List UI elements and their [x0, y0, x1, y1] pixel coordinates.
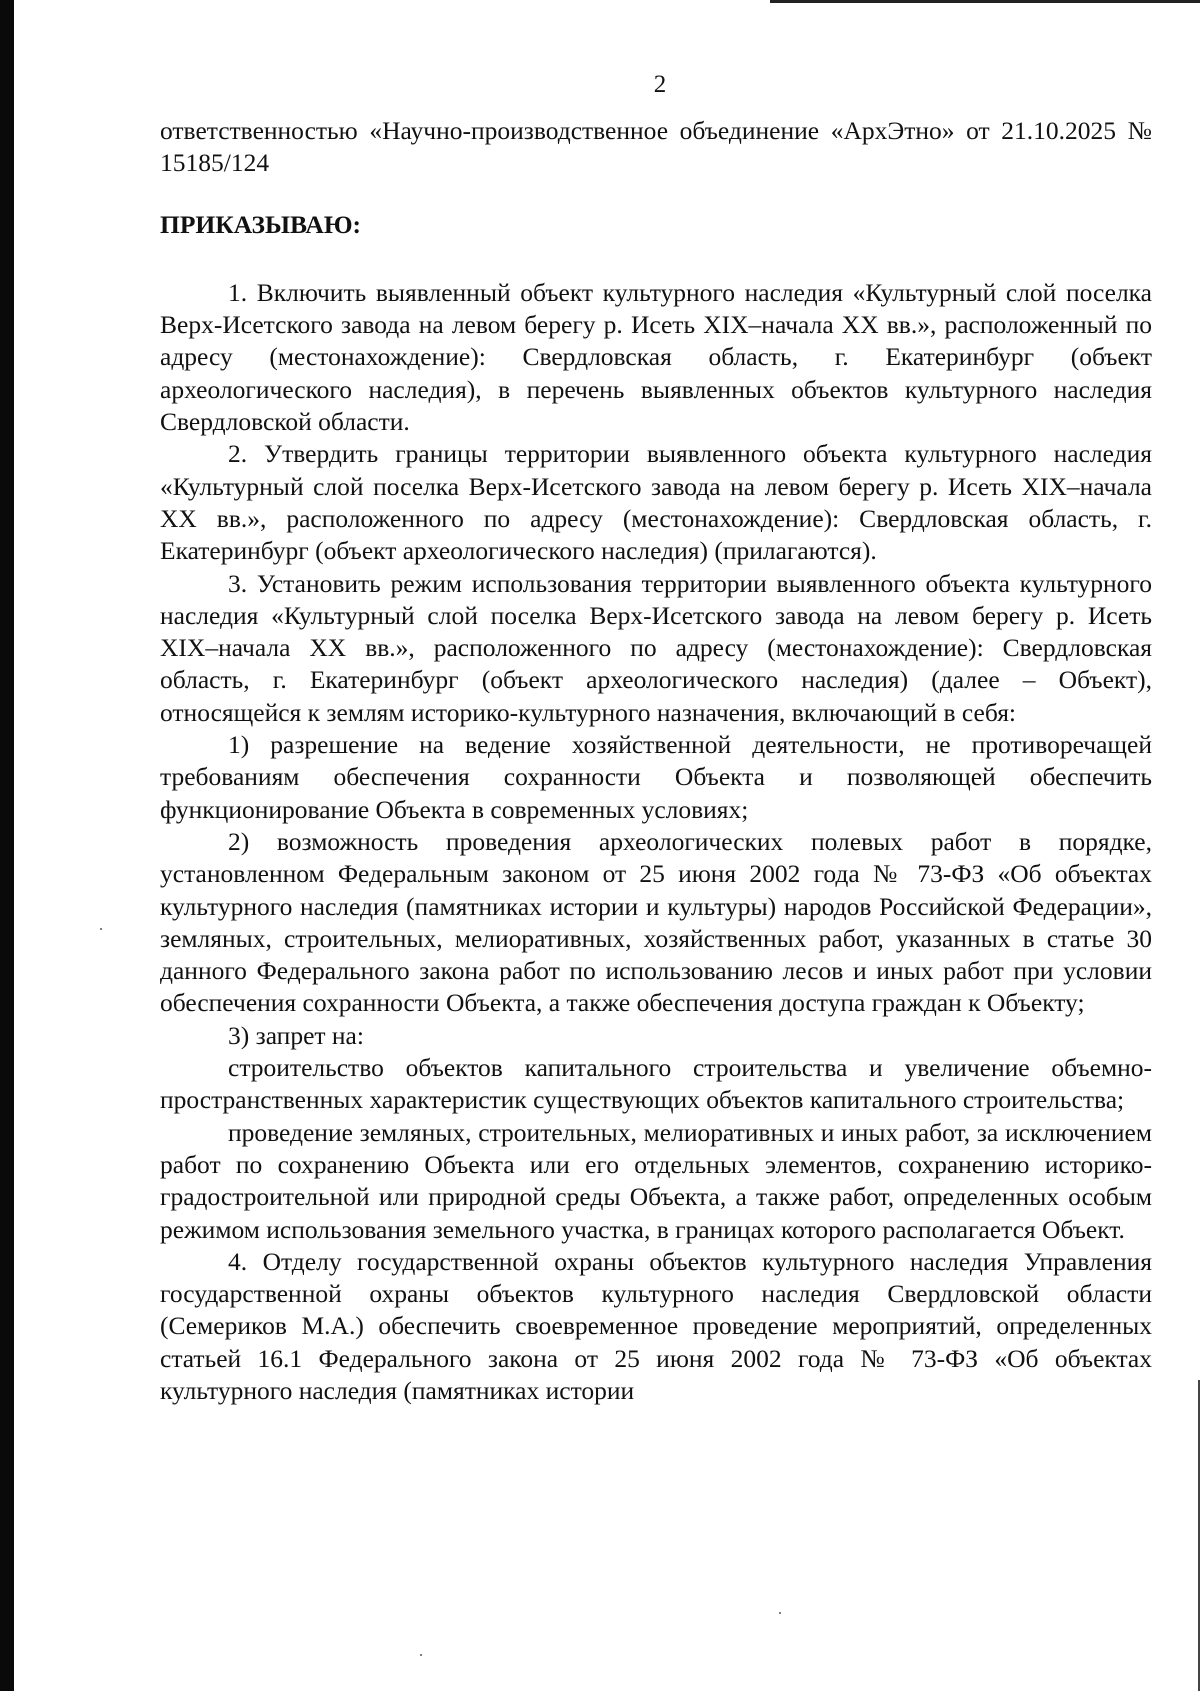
scan-speck [100, 928, 102, 930]
scan-speck [779, 1612, 781, 1614]
scan-edge-top [770, 0, 1200, 3]
paragraph-2: 2. Утвердить границы территории выявленного объекта культурного наследия «Культурный слой поселка Верх-Исетского завода на левом берегу р. Исеть XIX–начала XX вв.», расположенного по адресу (местонахождение): Свердловская область, г. Екатеринбург (объект археологического наследия) (прилагаются). [160, 439, 1152, 566]
page-number: 2 [653, 71, 667, 98]
paragraph-4: 4. Отделу государственной охраны объектов культурного наследия Управления государственной охраны объектов культурного наследия Свердловской области (Семериков М.А.) обеспечить своевременное проведение мероприятий, определенных статьей 16.1 Федерального закона от 25 июня 2002 года № 73-ФЗ «Об объектах культурного наследия (памятниках истории [160, 1246, 1152, 1405]
paragraph-3: 3. Установить режим использования территории выявленного объекта культурного наследия «Культурный слой поселка Верх-Исетского завода на левом берегу р. Исеть XIX–начала XX вв.», расположенного по адресу (местонахождение): Свердловская область, г. Екатеринбург (объект археологического наследия) (далее – Объект), относящейся к землям историко-культурного назначения, включающий в себя: [160, 568, 1152, 727]
order-heading: ПРИКАЗЫВАЮ: [160, 209, 362, 239]
scan-speck [420, 1654, 422, 1656]
paragraph-1: 1. Включить выявленный объект культурного наследия «Культурный слой поселка Верх-Исетского завода на левом берегу р. Исеть XIX–начала XX вв.», расположенный по адресу (местонахождение): Свердловская область, г. Екатеринбург (объект археологического наследия), в перечень выявленных объектов культурного наследия Свердловской области. [160, 277, 1152, 437]
paragraph-3-item-1: 1) разрешение на ведение хозяйственной деятельности, не противоречащей требованиям обеспечения сохранности Объекта и позволяющей обеспечить функционирование Объекта в современных условиях; [160, 730, 1152, 824]
document-body [160, 115, 1152, 1407]
paragraph-3-item-3: 3) запрет на: [228, 1020, 364, 1050]
prohibition-works: проведение земляных, строительных, мелиоративных и иных работ, за исключением работ по сохранению Объекта или его отдельных элементов, сохранению историко-градостроительной или природной среды Объекта, а также работ, определенных особым режимом использования земельного участка, в границах которого располагается Объект. [160, 1117, 1152, 1244]
prohibition-construction: строительство объектов капитального строительства и увеличение объемно-пространственных характеристик существующих объектов капитального строительства; [160, 1053, 1152, 1115]
scan-edge-left [0, 0, 14, 1691]
paragraph-3-item-2: 2) возможность проведения археологических полевых работ в порядке, установленном Федеральным законом от 25 июня 2002 года № 73-ФЗ «Об объектах культурного наследия (памятниках истории и культуры) народов Российской Федерации», земляных, строительных, мелиоративных, хозяйственных работ, указанных в статье 30 данного Федерального закона работ по использованию лесов и иных работ при условии обеспечения сохранности Объекта, а также обеспечения доступа граждан к Объекту; [160, 826, 1152, 1018]
intro-text: ответственностью «Научно-производственное объединение «АрхЭтно» от 21.10.2025 № 15185/124 [160, 116, 1152, 178]
